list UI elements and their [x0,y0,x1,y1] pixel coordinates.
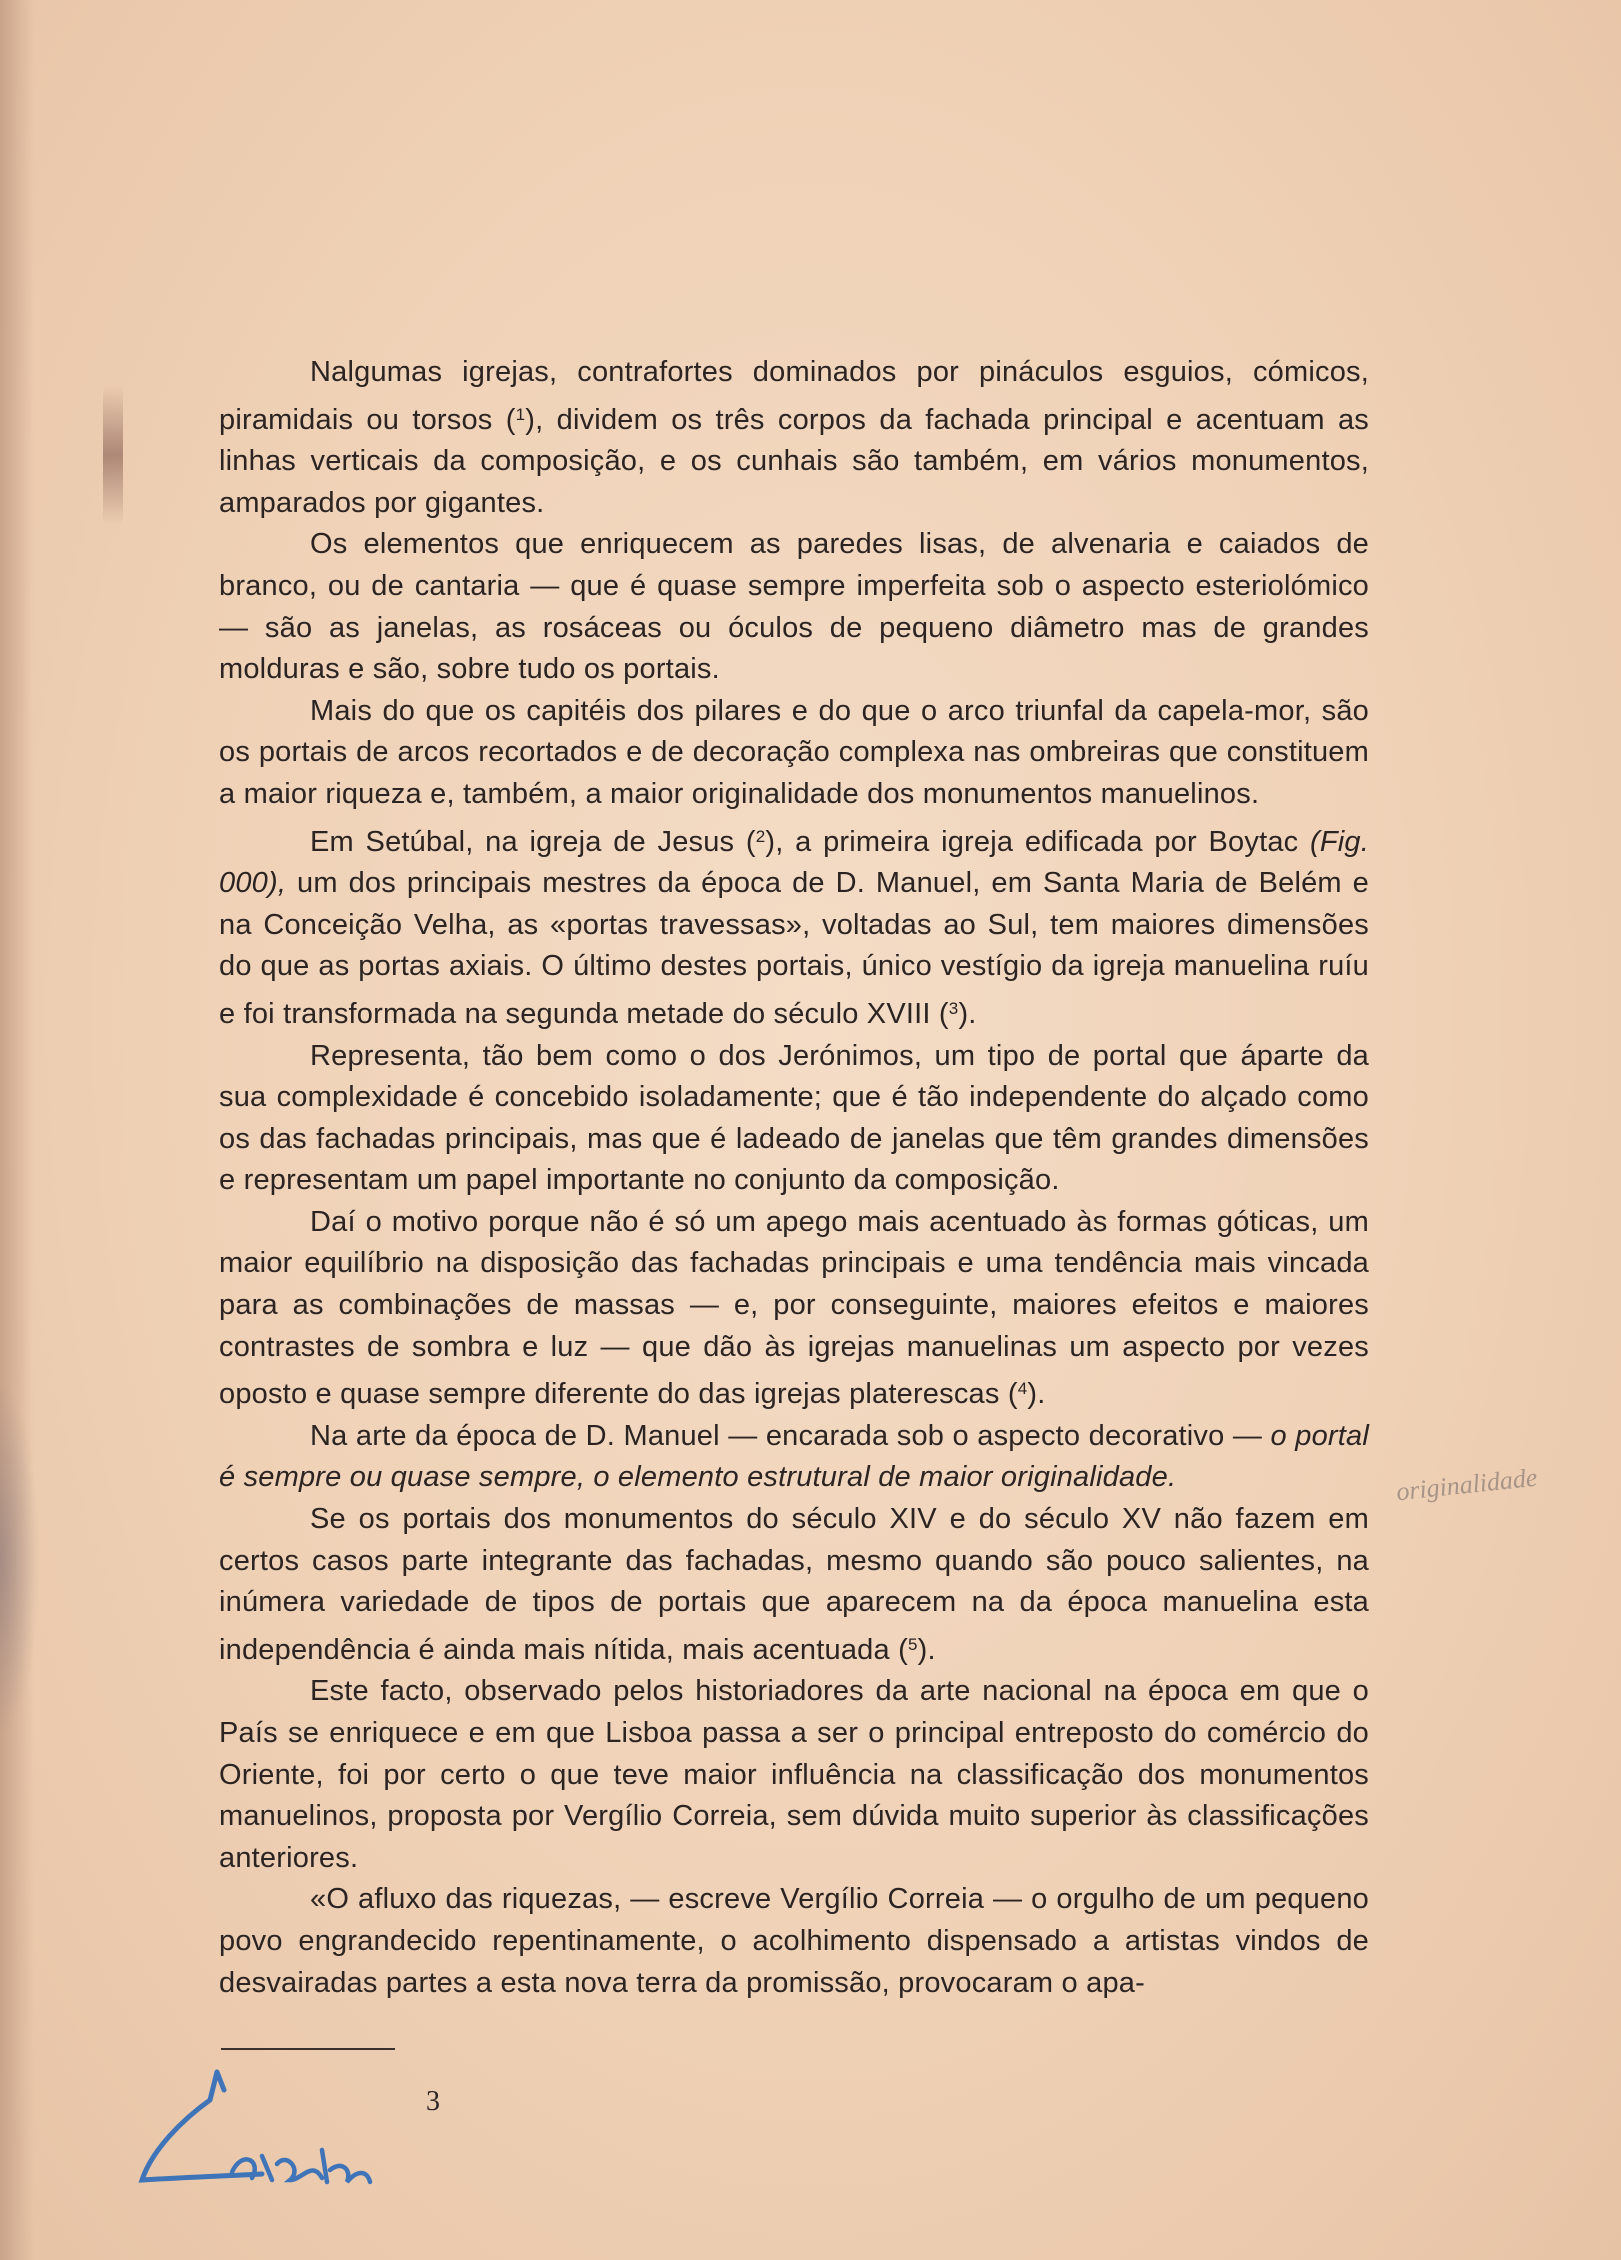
text-run: um dos principais mestres da época de D. Manuel, em Santa Maria de Belém e na Conceição Velha, as «portas travessas», voltadas ao Sul, tem maiores dimensões do que as portas axiais. O último destes portais, único vestígio da igreja manuelina ruíu e foi transformada na segunda metade do século XVIII ( [219,867,1369,1030]
footnote-ref: 2 [755,826,766,846]
italic-text: o portal é sempre ou quase sempre, o elemento estrutural de maior originalidade. [219,1419,1369,1494]
text-run: Daí o motivo porque não é só um apego mais acentuado às formas góticas, um maior equilíbrio na disposição das fachadas principais e uma tendência mais vincada para as combinações de massas — e, por conseguinte, maiores efeitos e maiores contrastes de sombra e luz — que dão às igrejas manuelinas um aspecto por vezes oposto e quase sempre diferente do das igrejas platerescas ( [219,1205,1369,1411]
text-run: Em Setúbal, na igreja de Jesus ( [310,825,756,858]
paragraph [219,691,1369,816]
paragraph [219,1416,1369,1499]
footnote-ref: 4 [1017,1379,1028,1399]
footnote-ref: 1 [515,404,526,424]
margin-stain [103,385,123,525]
footnote-rule [221,2048,395,2050]
page-number: 3 [426,2086,440,2117]
margin-note: originalidade [1394,1462,1539,1507]
text-run: Este facto, observado pelos historiadores da arte nacional na época em que o País se enriquece e em que Lisboa passa a ser o principal entreposto do comércio do Oriente, foi por certo o que teve maior influência na classificação dos monumentos manuelinos, proposta por Vergílio Correia, sem dúvida muito superior às classificações anteriores. [219,1675,1369,1874]
paragraph [219,1499,1369,1671]
handwritten-signature [112,2060,412,2210]
footnote-ref: 5 [907,1634,918,1654]
text-run: «O afluxo das riquezas, — escreve Vergílio Correia — o orgulho de um pequeno povo engrandecido repentinamente, o acolhimento dispensado a artistas vindos de desvairadas partes a esta nova terra da promissão, provocaram o apa- [219,1883,1369,1999]
italic-text: (Fig. 000), [219,825,1369,900]
page-smudge [0,1380,40,1740]
paragraph [219,352,1369,524]
text-run: ). [1027,1378,1046,1411]
page-edge-shadow [0,0,34,2260]
text-run: ). [958,997,977,1030]
paragraph [219,1202,1369,1416]
paragraph [219,1671,1369,1879]
body-text [219,352,1369,2004]
text-run: Nalgumas igrejas, contrafortes dominados por pináculos esguios, cómicos, piramidais ou torsos ( [219,356,1369,436]
paragraph [219,816,1369,1036]
paragraph [219,1879,1369,2004]
text-run: Mais do que os capitéis dos pilares e do que o arco triunfal da capela-mor, são os portais de arcos recortados e de decoração complexa nas ombreiras que constituem a maior riqueza e, também, a maior originalidade dos monumentos manuelinos. [219,694,1369,810]
text-run: Na arte da época de D. Manuel — encarada sob o aspecto decorativo — [310,1419,1271,1452]
text-run: Representa, tão bem como o dos Jerónimos, um tipo de portal que áparte da sua complexidade é concebido isoladamente; que é tão independente do alçado como os das fachadas principais, mas que é ladeado de janelas que têm grandes dimensões e representam um papel importante no conjunto da composição. [219,1039,1369,1197]
text-run: Se os portais dos monumentos do século XIV e do século XV não fazem em certos casos parte integrante das fachadas, mesmo quando são pouco salientes, na inúmera variedade de tipos de portais que aparecem na da época manuelina esta independência é ainda mais nítida, mais acentuada ( [219,1503,1369,1666]
text-run: Os elementos que enriquecem as paredes lisas, de alvenaria e caiados de branco, ou de cantaria — que é quase sempre imperfeita sob o aspecto esteriolómico — são as janelas, as rosáceas ou óculos de pequeno diâmetro mas de grandes molduras e são, sobre tudo os portais. [219,528,1369,686]
paragraph [219,524,1369,690]
paragraph [219,1036,1369,1202]
text-run: ), dividem os três corpos da fachada principal e acentuam as linhas verticais da composição, e os cunhais são também, em vários monumentos, amparados por gigantes. [219,403,1370,519]
text-run: ), a primeira igreja edificada por Boytac [765,825,1310,858]
text-run: ). [917,1633,936,1666]
footnote-ref: 3 [948,998,959,1018]
